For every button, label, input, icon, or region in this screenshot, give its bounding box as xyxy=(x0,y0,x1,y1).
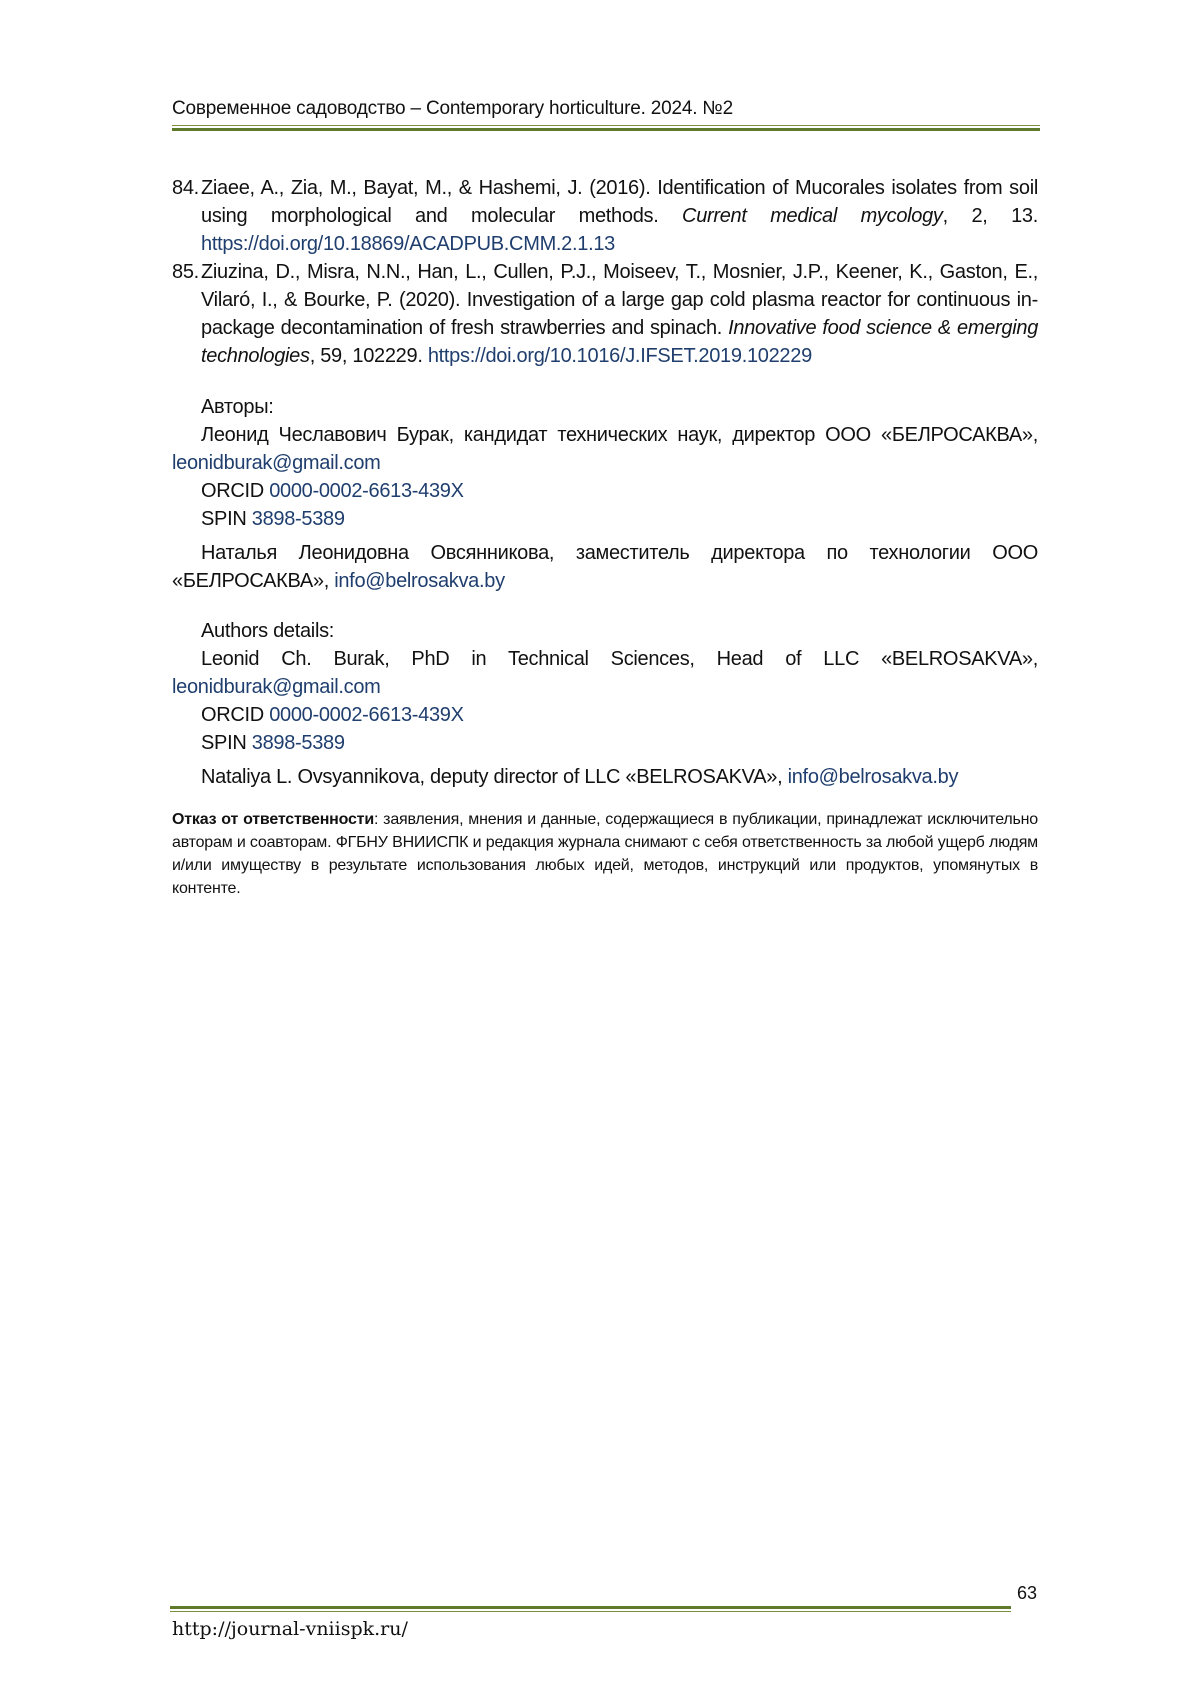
author-ru-2 xyxy=(172,539,1038,595)
orcid-label: ORCID xyxy=(201,480,270,502)
disclaimer-title: Отказ от ответственности xyxy=(172,811,374,828)
spin-link[interactable]: 3898-5389 xyxy=(251,732,345,754)
author-ru-1-email-link[interactable]: leonidburak@gmail.com xyxy=(172,452,381,474)
authors-ru-label: Авторы: xyxy=(201,396,274,418)
reference-journal: Current medical mycology xyxy=(682,205,943,227)
header-rule-thick xyxy=(172,128,1040,131)
main-content xyxy=(172,174,1038,900)
reference-doi-link[interactable]: https://doi.org/10.18869/ACADPUB.CMM.2.1.13 xyxy=(201,233,615,255)
author-ru-1-orcid xyxy=(172,477,1038,505)
authors-en-label: Authors details: xyxy=(201,620,335,642)
author-en-1 xyxy=(172,645,1038,701)
author-en-2-text: Nataliya L. Ovsyannikova, deputy director of LLC «BELROSAKVA», xyxy=(201,766,788,788)
footer-rule-thick xyxy=(170,1606,1011,1609)
reference-doi-link[interactable]: https://doi.org/10.1016/J.IFSET.2019.102229 xyxy=(427,345,812,367)
reference-84 xyxy=(172,174,1038,258)
footer-rule xyxy=(170,1606,1011,1613)
author-en-2 xyxy=(172,763,1038,791)
spin-label: SPIN xyxy=(201,508,252,530)
author-en-2-email-link[interactable]: info@belrosakva.by xyxy=(787,766,959,788)
author-en-1-orcid xyxy=(172,701,1038,729)
header-rule-thin xyxy=(172,125,1040,126)
reference-journal: Innovative food science & emerging technologies xyxy=(201,317,1039,367)
orcid-link[interactable]: 0000-0002-6613-439X xyxy=(269,704,464,726)
reference-text: Ziuzina, D., Misra, N.N., Han, L., Cullen, P.J., Moiseev, T., Mosnier, J.P., Keener, K., Gaston, E., Vilaró, I., & Bourke, P. (2020). Investigation of a large gap cold plasma reactor for continuous in-package decontamination of fresh strawberries and spinach. xyxy=(201,261,1038,339)
reference-volume: , 2, 13. xyxy=(942,205,1038,227)
author-en-1-email-link[interactable]: leonidburak@gmail.com xyxy=(172,676,381,698)
spin-link[interactable]: 3898-5389 xyxy=(251,508,345,530)
author-ru-2-email-link[interactable]: info@belrosakva.by xyxy=(334,570,505,592)
orcid-label: ORCID xyxy=(201,704,270,726)
author-ru-2-text: Наталья Леонидовна Овсянникова, заместитель директора по технологии ООО «БЕЛРОСАКВА», xyxy=(172,542,1038,592)
authors-ru-section xyxy=(172,393,1038,595)
reference-number: 84. xyxy=(172,177,199,199)
author-en-1-text: Leonid Ch. Burak, PhD in Technical Sciences, Head of LLC «BELROSAKVA», xyxy=(201,648,1038,670)
reference-text: Ziaee, A., Zia, M., Bayat, M., & Hashemi, J. (2016). Identification of Mucorales isolates from soil using morphological and molecular methods. xyxy=(201,177,1038,227)
disclaimer-text: : заявления, мнения и данные, содержащиеся в публикации, принадлежат исключительно авторам и соавторам. ФГБНУ ВНИИСПК и редакция журнала снимают с себя ответственность за любой ущерб людям и/или имуществу в результате использования любых идей, методов, инструкций или продуктов, упомянутых в контенте. xyxy=(172,811,1038,897)
header-rule xyxy=(172,125,1040,132)
running-header xyxy=(172,98,1040,132)
footer-rule-thin xyxy=(170,1611,1011,1612)
footer-url: http://journal-vniispk.ru/ xyxy=(172,1618,408,1640)
author-en-1-spin xyxy=(172,729,1038,757)
authors-en-section xyxy=(172,617,1038,791)
author-ru-1-spin xyxy=(172,505,1038,533)
journal-header-title: Современное садоводство – Contemporary horticulture. 2024. №2 xyxy=(172,98,733,119)
reference-volume: , 59, 102229. xyxy=(309,345,428,367)
reference-number: 85. xyxy=(172,261,199,283)
disclaimer xyxy=(172,808,1038,900)
orcid-link[interactable]: 0000-0002-6613-439X xyxy=(269,480,464,502)
spin-label: SPIN xyxy=(201,732,252,754)
reference-85 xyxy=(172,258,1038,370)
author-ru-1-text: Леонид Чеславович Бурак, кандидат технических наук, директор ООО «БЕЛРОСАКВА», xyxy=(201,424,1038,446)
author-ru-1 xyxy=(172,421,1038,477)
page-number: 63 xyxy=(1017,1583,1038,1603)
